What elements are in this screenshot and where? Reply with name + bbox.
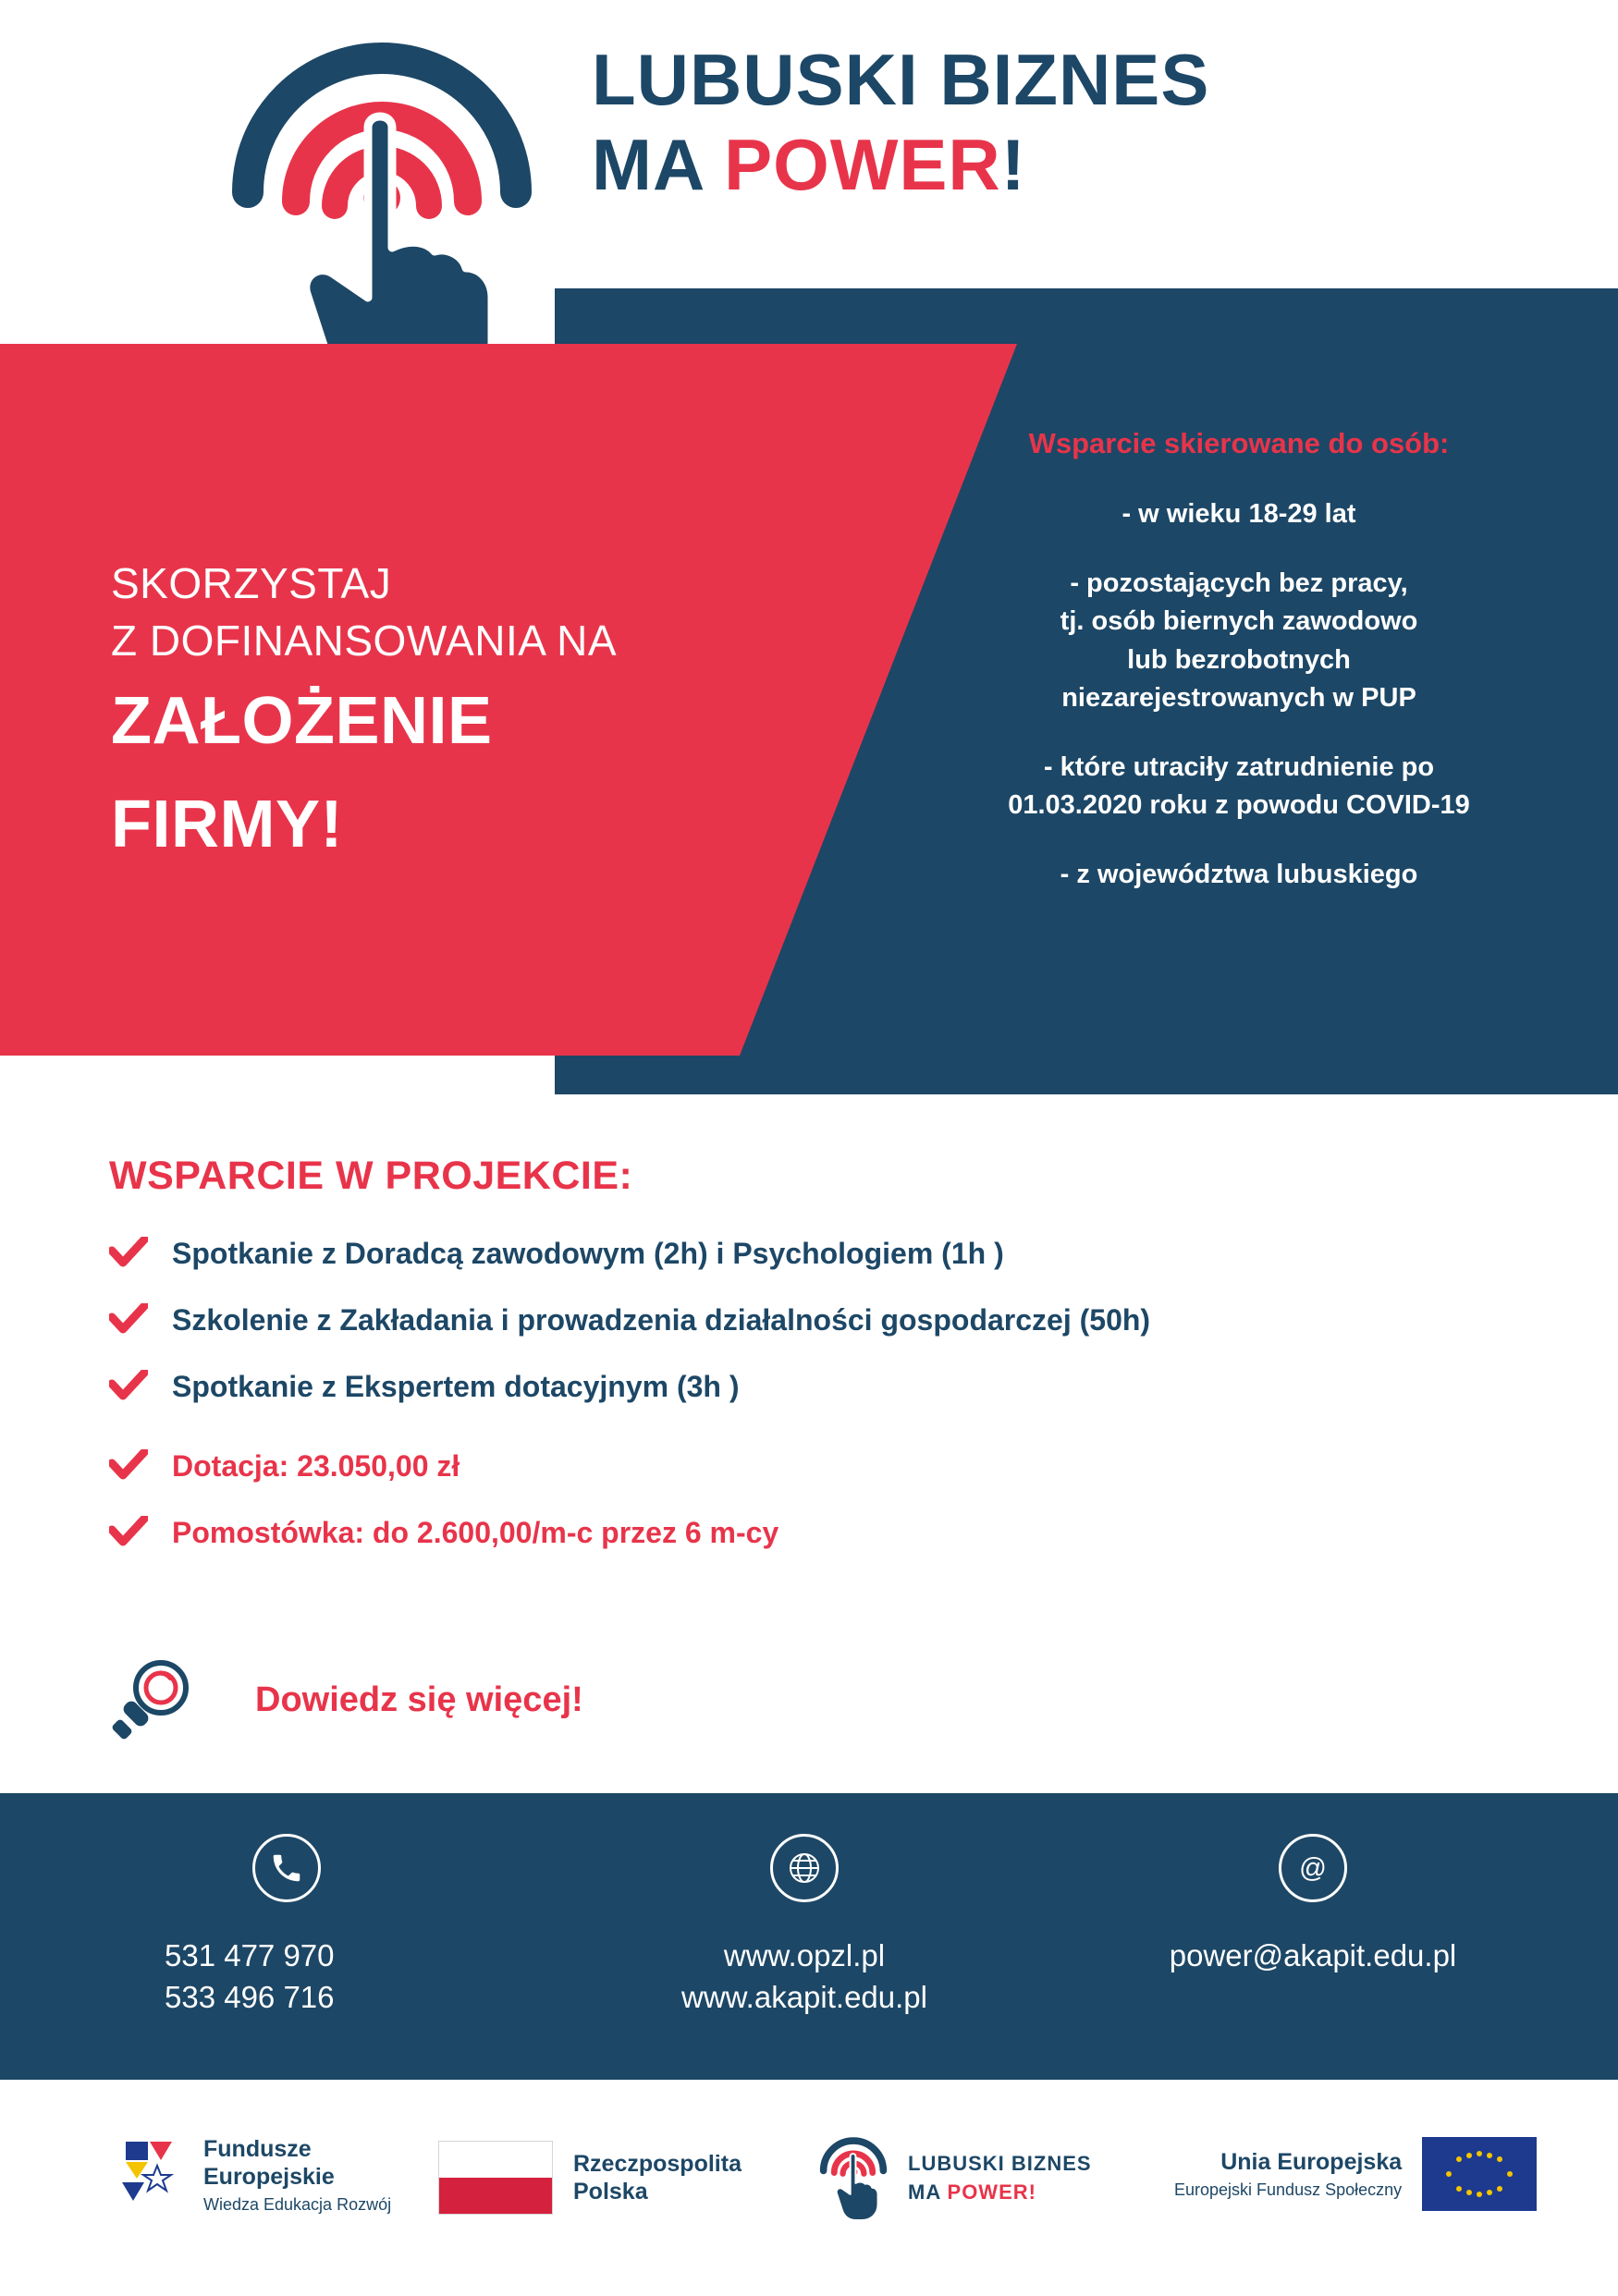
- hero-line-2: Z DOFINANSOWANIA NA: [111, 617, 618, 666]
- title-line-2-power: POWER: [724, 124, 1001, 206]
- at-icon: [1279, 1834, 1347, 1902]
- logo-fundusze-europejskie: [116, 2135, 391, 2216]
- fundusze-line-1: Fundusze: [203, 2136, 312, 2162]
- list-item: [109, 1368, 1551, 1405]
- contact-web[interactable]: [610, 1834, 999, 2018]
- eligibility-item-unemployed-l3: lub bezrobotnych: [1127, 644, 1351, 675]
- fundusze-line-3: Wiedza Edukacja Rozwój: [203, 2195, 392, 2214]
- unia-line-1: Unia Europejska: [1220, 2148, 1403, 2175]
- contact-bar: [0, 1793, 1618, 2080]
- svg-text:@: @: [1299, 1852, 1327, 1884]
- list-item: [109, 1301, 1551, 1338]
- fingerprint-touch-logo-small-icon: [814, 2131, 893, 2225]
- contact-phone-line-2: 533 496 716: [165, 1979, 335, 2014]
- learn-more-label: Dowiedz się więcej!: [255, 1680, 583, 1719]
- logo-unia-europejska: [1174, 2137, 1537, 2211]
- title-line-1: LUBUSKI BIZNES: [592, 39, 1210, 120]
- lubuski-logo-line-1: LUBUSKI BIZNES: [908, 2152, 1092, 2176]
- hero-text: [111, 555, 814, 868]
- list-item: [109, 1235, 1551, 1272]
- eligibility-item-region: - z województwa lubuskiego: [1060, 860, 1418, 890]
- logo-rzeczpospolita-polska: [438, 2141, 742, 2215]
- list-item-label: Spotkanie z Ekspertem dotacyjnym (3h ): [172, 1370, 740, 1403]
- check-icon: [109, 1516, 148, 1547]
- hero-big-1: ZAŁOŻENIE: [111, 684, 493, 759]
- logo-lubuski-biznes-ma-power: [814, 2131, 1092, 2225]
- contact-phone-line-1: 531 477 970: [165, 1938, 335, 1972]
- rzeczpospolita-line-2: Polska: [573, 2179, 648, 2204]
- globe-icon: [770, 1834, 839, 1902]
- support-section-title: WSPARCIE W PROJEKCIE:: [109, 1154, 633, 1198]
- eligibility-block: [906, 427, 1572, 894]
- lubuski-logo-line-2-power: POWER: [947, 2180, 1029, 2204]
- eu-flag-icon: [1422, 2137, 1537, 2211]
- check-icon: [109, 1303, 148, 1335]
- eligibility-item-covid-l2: 01.03.2020 roku z powodu COVID-19: [1008, 790, 1470, 821]
- contact-web-line-2: www.akapit.edu.pl: [681, 1979, 927, 2014]
- eligibility-item-covid-l1: - które utraciły zatrudnienie po: [1043, 751, 1435, 782]
- magnifier-icon: [109, 1655, 202, 1747]
- eligibility-item-covid: [906, 749, 1572, 824]
- lubuski-logo-line-2-excl: !: [1028, 2180, 1036, 2204]
- eligibility-heading: Wsparcie skierowane do osób:: [1028, 427, 1450, 459]
- learn-more-block[interactable]: [109, 1655, 941, 1756]
- title-line-2-ma: MA: [592, 124, 725, 206]
- fundusze-line-2: Europejskie: [203, 2164, 335, 2190]
- list-item-label: Spotkanie z Doradcą zawodowym (2h) i Psychologiem (1h ): [172, 1237, 1004, 1270]
- list-item: [109, 1514, 1551, 1551]
- polish-flag-icon: [438, 2141, 553, 2215]
- list-item-label: Dotacja: 23.050,00 zł: [172, 1449, 460, 1483]
- fundusze-europejskie-icon: [116, 2138, 185, 2213]
- eligibility-item-age: - w wieku 18-29 lat: [1122, 499, 1356, 529]
- eligibility-item-unemployed: [906, 565, 1572, 717]
- check-icon: [109, 1449, 148, 1481]
- poster-header: [0, 0, 1618, 296]
- hero-big-2: FIRMY!: [111, 787, 343, 861]
- list-item: [109, 1447, 1551, 1484]
- list-item-label: Szkolenie z Zakładania i prowadzenia działalności gospodarczej (50h): [172, 1303, 1151, 1337]
- check-icon: [109, 1370, 148, 1401]
- eligibility-item-unemployed-l1: - pozostających bez pracy,: [1070, 568, 1408, 599]
- hero-line-1: SKORZYSTAJ: [111, 559, 392, 607]
- check-icon: [109, 1237, 148, 1268]
- contact-phone[interactable]: [111, 1834, 462, 2018]
- unia-line-2: Europejski Fundusz Społeczny: [1174, 2180, 1403, 2199]
- title-line-2-excl: !: [1000, 124, 1026, 206]
- phone-icon: [252, 1834, 321, 1902]
- poster-title: [592, 37, 1516, 207]
- eligibility-item-unemployed-l4: niezarejestrowanych w PUP: [1061, 682, 1416, 713]
- rzeczpospolita-line-1: Rzeczpospolita: [573, 2151, 742, 2177]
- contact-email[interactable]: [1100, 1834, 1526, 1977]
- contact-email-address: power@akapit.edu.pl: [1169, 1938, 1457, 1972]
- funding-logos-bar: [0, 2080, 1618, 2296]
- lubuski-logo-line-2-ma: MA: [908, 2180, 948, 2204]
- eligibility-item-unemployed-l2: tj. osób biernych zawodowo: [1060, 606, 1418, 637]
- list-item-label: Pomostówka: do 2.600,00/m-c przez 6 m-cy: [172, 1516, 779, 1549]
- contact-web-line-1: www.opzl.pl: [723, 1938, 886, 1972]
- support-list: [109, 1235, 1551, 1581]
